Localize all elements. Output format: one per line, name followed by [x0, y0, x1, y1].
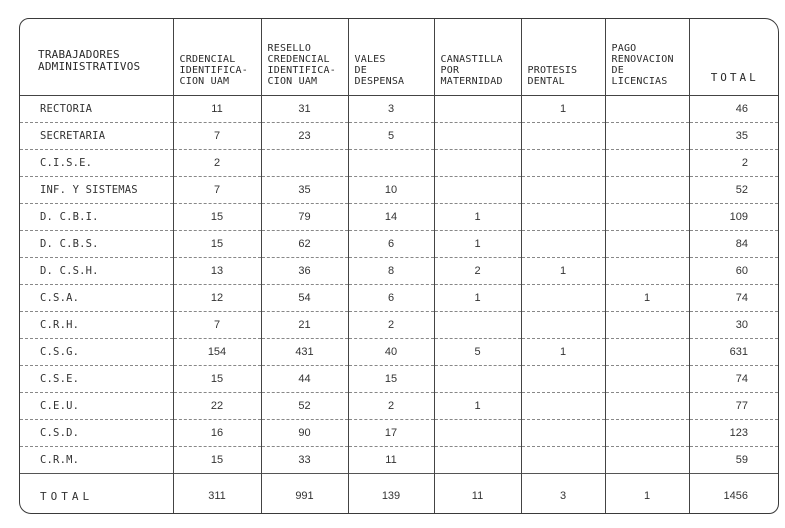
maternity-basket-cell: 1 — [434, 204, 521, 231]
row-total-cell: 30 — [689, 312, 778, 339]
maternity-basket-cell: 1 — [434, 231, 521, 258]
row-total-cell: 74 — [689, 366, 778, 393]
credential-id-cell: 15 — [173, 366, 261, 393]
benefits-table — [20, 19, 778, 514]
row-name-cell: D. C.S.H. — [20, 258, 173, 285]
table-row — [20, 204, 778, 231]
maternity-basket-cell: 2 — [434, 258, 521, 285]
row-total-cell: 59 — [689, 447, 778, 474]
license-renewal-cell — [605, 258, 689, 285]
maternity-basket-cell: 5 — [434, 339, 521, 366]
header-total: TOTAL — [689, 19, 778, 96]
credential-id-cell: 22 — [173, 393, 261, 420]
maternity-basket-cell — [434, 96, 521, 123]
credential-reseal-cell: 52 — [261, 393, 348, 420]
row-total-cell: 631 — [689, 339, 778, 366]
license-renewal-cell — [605, 393, 689, 420]
credential-id-cell: 7 — [173, 312, 261, 339]
row-total-cell: 35 — [689, 123, 778, 150]
row-total-cell: 1456 — [689, 474, 778, 515]
credential-id-cell: 15 — [173, 231, 261, 258]
credential-id-cell: 15 — [173, 447, 261, 474]
pantry-vouchers-cell: 17 — [348, 420, 434, 447]
row-total-cell: 123 — [689, 420, 778, 447]
license-renewal-cell — [605, 96, 689, 123]
row-total-cell: 60 — [689, 258, 778, 285]
pantry-vouchers-cell: 2 — [348, 312, 434, 339]
license-renewal-cell — [605, 339, 689, 366]
pantry-vouchers-cell: 14 — [348, 204, 434, 231]
dental-prosthesis-cell — [521, 393, 605, 420]
dental-prosthesis-cell — [521, 285, 605, 312]
document-sheet — [19, 18, 779, 514]
header-license-renewal: PAGO RENOVACION DE LICENCIAS — [605, 19, 689, 96]
dental-prosthesis-cell — [521, 123, 605, 150]
pantry-vouchers-cell: 139 — [348, 474, 434, 515]
header-workers: TRABAJADORES ADMINISTRATIVOS — [20, 19, 173, 96]
table-row — [20, 312, 778, 339]
license-renewal-cell — [605, 312, 689, 339]
dental-prosthesis-cell — [521, 177, 605, 204]
row-name-cell: INF. Y SISTEMAS — [20, 177, 173, 204]
row-name-cell: TOTAL — [20, 474, 173, 515]
maternity-basket-cell — [434, 366, 521, 393]
license-renewal-cell — [605, 447, 689, 474]
table-row — [20, 258, 778, 285]
credential-id-cell: 13 — [173, 258, 261, 285]
total-row — [20, 474, 778, 515]
dental-prosthesis-cell: 1 — [521, 96, 605, 123]
row-name-cell: C.E.U. — [20, 393, 173, 420]
credential-reseal-cell: 79 — [261, 204, 348, 231]
dental-prosthesis-cell: 1 — [521, 339, 605, 366]
license-renewal-cell — [605, 204, 689, 231]
credential-id-cell: 154 — [173, 339, 261, 366]
maternity-basket-cell: 1 — [434, 393, 521, 420]
maternity-basket-cell: 1 — [434, 285, 521, 312]
credential-id-cell: 7 — [173, 177, 261, 204]
header-credential-reseal: RESELLO CREDENCIAL IDENTIFICA- CION UAM — [261, 19, 348, 96]
pantry-vouchers-cell: 10 — [348, 177, 434, 204]
dental-prosthesis-cell: 1 — [521, 258, 605, 285]
license-renewal-cell — [605, 420, 689, 447]
dental-prosthesis-cell — [521, 312, 605, 339]
pantry-vouchers-cell: 40 — [348, 339, 434, 366]
pantry-vouchers-cell: 11 — [348, 447, 434, 474]
row-name-cell: C.R.H. — [20, 312, 173, 339]
pantry-vouchers-cell: 8 — [348, 258, 434, 285]
license-renewal-cell: 1 — [605, 285, 689, 312]
credential-id-cell: 16 — [173, 420, 261, 447]
row-name-cell: RECTORIA — [20, 96, 173, 123]
dental-prosthesis-cell — [521, 447, 605, 474]
credential-reseal-cell: 21 — [261, 312, 348, 339]
license-renewal-cell — [605, 231, 689, 258]
row-total-cell: 77 — [689, 393, 778, 420]
pantry-vouchers-cell: 5 — [348, 123, 434, 150]
header-pantry-vouchers: VALES DE DESPENSA — [348, 19, 434, 96]
table-row — [20, 123, 778, 150]
credential-reseal-cell: 991 — [261, 474, 348, 515]
row-total-cell: 46 — [689, 96, 778, 123]
credential-reseal-cell: 62 — [261, 231, 348, 258]
row-name-cell: D. C.B.I. — [20, 204, 173, 231]
credential-id-cell: 2 — [173, 150, 261, 177]
table-row — [20, 366, 778, 393]
pantry-vouchers-cell — [348, 150, 434, 177]
table-row — [20, 420, 778, 447]
pantry-vouchers-cell: 6 — [348, 285, 434, 312]
maternity-basket-cell — [434, 177, 521, 204]
license-renewal-cell — [605, 150, 689, 177]
row-name-cell: C.I.S.E. — [20, 150, 173, 177]
row-total-cell: 74 — [689, 285, 778, 312]
credential-id-cell: 7 — [173, 123, 261, 150]
license-renewal-cell — [605, 177, 689, 204]
row-total-cell: 2 — [689, 150, 778, 177]
row-name-cell: C.S.E. — [20, 366, 173, 393]
table-row — [20, 96, 778, 123]
maternity-basket-cell — [434, 420, 521, 447]
dental-prosthesis-cell: 3 — [521, 474, 605, 515]
table-row — [20, 447, 778, 474]
header-dental-prosthesis: PROTESIS DENTAL — [521, 19, 605, 96]
dental-prosthesis-cell — [521, 150, 605, 177]
row-name-cell: C.R.M. — [20, 447, 173, 474]
credential-reseal-cell: 35 — [261, 177, 348, 204]
header-credential-id: CRDENCIAL IDENTIFICA- CION UAM — [173, 19, 261, 96]
table-row — [20, 150, 778, 177]
maternity-basket-cell — [434, 312, 521, 339]
row-total-cell: 52 — [689, 177, 778, 204]
credential-reseal-cell: 33 — [261, 447, 348, 474]
table-row — [20, 393, 778, 420]
row-name-cell: C.S.D. — [20, 420, 173, 447]
table-row — [20, 339, 778, 366]
credential-id-cell: 11 — [173, 96, 261, 123]
credential-id-cell: 15 — [173, 204, 261, 231]
row-name-cell: C.S.A. — [20, 285, 173, 312]
dental-prosthesis-cell — [521, 420, 605, 447]
credential-reseal-cell: 31 — [261, 96, 348, 123]
header-maternity-basket: CANASTILLA POR MATERNIDAD — [434, 19, 521, 96]
credential-id-cell: 311 — [173, 474, 261, 515]
credential-reseal-cell: 44 — [261, 366, 348, 393]
license-renewal-cell: 1 — [605, 474, 689, 515]
row-total-cell: 109 — [689, 204, 778, 231]
credential-reseal-cell: 54 — [261, 285, 348, 312]
pantry-vouchers-cell: 15 — [348, 366, 434, 393]
credential-reseal-cell: 23 — [261, 123, 348, 150]
credential-reseal-cell: 90 — [261, 420, 348, 447]
credential-reseal-cell — [261, 150, 348, 177]
row-name-cell: C.S.G. — [20, 339, 173, 366]
credential-reseal-cell: 36 — [261, 258, 348, 285]
row-total-cell: 84 — [689, 231, 778, 258]
table-row — [20, 177, 778, 204]
credential-id-cell: 12 — [173, 285, 261, 312]
license-renewal-cell — [605, 123, 689, 150]
pantry-vouchers-cell: 6 — [348, 231, 434, 258]
maternity-basket-cell — [434, 150, 521, 177]
pantry-vouchers-cell: 3 — [348, 96, 434, 123]
table-row — [20, 285, 778, 312]
pantry-vouchers-cell: 2 — [348, 393, 434, 420]
header-row — [20, 19, 778, 96]
maternity-basket-cell — [434, 447, 521, 474]
maternity-basket-cell — [434, 123, 521, 150]
credential-reseal-cell: 431 — [261, 339, 348, 366]
dental-prosthesis-cell — [521, 204, 605, 231]
license-renewal-cell — [605, 366, 689, 393]
dental-prosthesis-cell — [521, 231, 605, 258]
dental-prosthesis-cell — [521, 366, 605, 393]
maternity-basket-cell: 11 — [434, 474, 521, 515]
table-row — [20, 231, 778, 258]
row-name-cell: SECRETARIA — [20, 123, 173, 150]
row-name-cell: D. C.B.S. — [20, 231, 173, 258]
